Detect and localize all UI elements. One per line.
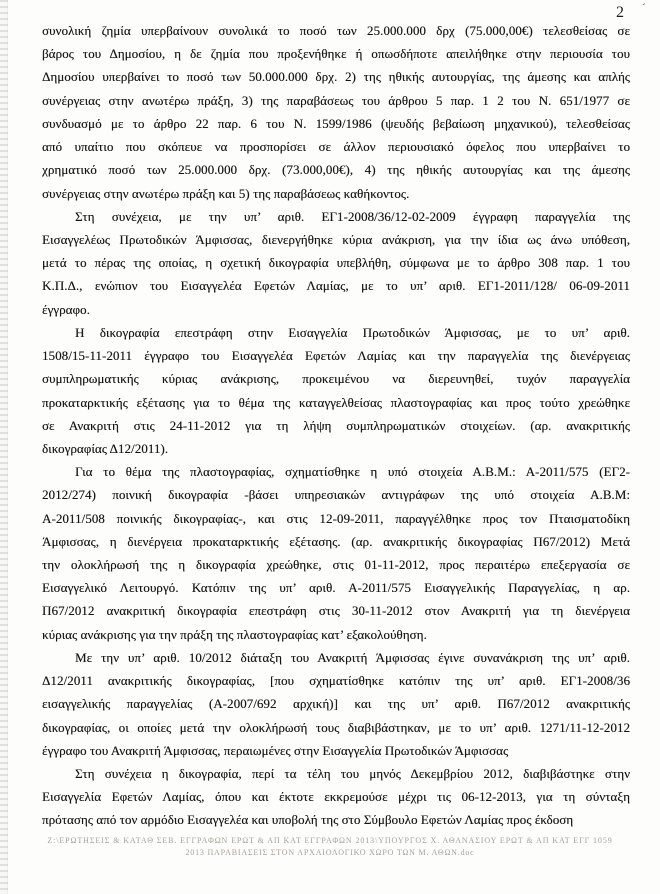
text-line: Κ.Π.Δ., ενώπιον του Εισαγγελέα Εφετών Λαμίας, με το υπ’ αριθ. ΕΓ1-2011/128/ 06-09-2011 bbox=[42, 278, 630, 294]
text-line: Δημοσίου υπερβαίνει το ποσό των 50.000.000 δρχ. 2) της ηθικής αυτουργίας, της άμεσης και απλής bbox=[42, 69, 630, 85]
text-line: προκαταρκτικής εξέτασης για το θέμα της καταγγελθείσας πλαστογραφίας και προς τούτο χρεώθηκε bbox=[42, 394, 630, 410]
text-line: σε Ανακριτή στις 24-11-2012 για τη λήψη συμπληρωματικών στοιχείων. (αρ. ανακριτικής bbox=[42, 417, 630, 433]
text-line: βάρος του Δημοσίου, η δε ζημία που προξενήθηκε ή οπωσδήποτε απειλήθηκε στην περιουσία του bbox=[42, 46, 630, 62]
text-line: 2012/274) ποινική δικογραφία -βάσει υπηρεσιακών αντιγράφων της υπό στοιχεία Α.Β.Μ: bbox=[42, 487, 630, 503]
document-body-text bbox=[42, 19, 630, 832]
page-number: 2 bbox=[616, 4, 624, 21]
text-line: δικογραφίας, οι οποίες μετά την ολοκλήρωσή τους διαβιβάστηκαν, με το υπ’ αριθ. 1271/11-12-2012 bbox=[42, 719, 630, 735]
text-line: Άμφισσας, η διενέργεια προκαταρκτικής εξέτασης. (αρ. ανακριτικής δικογραφίας Π67/2012) Μετά bbox=[42, 533, 630, 549]
text-line: χρηματικό ποσό των 25.000.000 δρχ. (73.000,00€), 4) της ηθικής αυτουργίας και της άμεσης bbox=[42, 162, 630, 178]
text-line: την ολοκλήρωσή της η δικογραφία χρεώθηκε, στις 01-11-2012, προς περαιτέρω επεξεργασία σε bbox=[42, 557, 630, 573]
text-line: συνέργειας στην ανωτέρω πράξη, 3) της παραβάσεως του άρθρου 5 παρ. 1 2 του Ν. 651/1977 σε bbox=[42, 92, 630, 108]
text-line: Α-2011/508 ποινικής δικογραφίας-, και στις 12-09-2011, παραγγέλθηκε προς τον Πταισματοδίκη bbox=[42, 510, 630, 526]
text-line: Εισαγγελία Εφετών Λαμίας, όπου και έκτοτε εκκρεμούσε μέχρι τις 06-12-2013, για τη σύνταξη bbox=[42, 789, 630, 805]
footer-line-1: Ζ:\ΕΡΩΤΗΣΕΙΣ & ΚΑΤΑΘ ΣΕΒ. ΕΓΓΡΑΦΩΝ ΕΡΩΤ & ΑΠ ΚΑΤ ΕΓΓΡΑΦΩΝ 2013\ΥΠΟΥΡΓΟΣ Χ. ΑΘΑΝΑΣΙΟΥ ΕΡΩΤ & ΑΠ ΚΑΤ ΕΓΓ 1059 bbox=[47, 836, 613, 845]
text-line: Στη συνέχεια, με την υπ’ αριθ. ΕΓ1-2008/36/12-02-2009 έγγραφη παραγγελία της bbox=[75, 208, 630, 224]
text-line: Εισαγγελικό Λειτουργό. Κατόπιν της υπ’ αριθ. Α-2011/575 Εισαγγελικής Παραγγελίας, η αρ. bbox=[42, 580, 630, 596]
text-line: συνολική ζημία υπερβαίνουν συνολικά το ποσό των 25.000.000 δρχ (75.000,00€) τελεσθείσας σε bbox=[42, 23, 630, 38]
text-line: Στη συνέχεια η δικογραφία, περί τα τέλη του μηνός Δεκεμβρίου 2012, διαβιβάστηκε στην bbox=[75, 766, 630, 781]
text-line: συνδυασμό με το άρθρο 22 παρ. 6 του Ν. 1599/1986 (ψευδής βεβαίωση μηχανικού), τελεσθείσας bbox=[42, 115, 630, 131]
text-line: έγγραφο του Ανακριτή Άμφισσας, περαιωμένες στην Εισαγγελία Πρωτοδικών Άμφισσας bbox=[42, 742, 509, 758]
document-footer-path bbox=[20, 834, 640, 859]
text-line: 1508/15-11-2011 έγγραφο του Εισαγγελέα Εφετών Λαμίας και την παραγγελία της διενέργειας bbox=[42, 348, 630, 364]
text-line: συμπληρωματικής κύριας ανάκρισης, προκειμένου να διερευνηθεί, τυχόν παραγγελία bbox=[42, 371, 630, 387]
text-line: μετά το πέρας της οποίας, η σχετική δικογραφία υπεβλήθη, σύμφωνα με το άρθρο 308 παρ. 1 του bbox=[42, 255, 630, 271]
text-line: δικογραφίας Δ12/2011). bbox=[42, 440, 169, 456]
text-line: συνέργειας στην ανωτέρω πράξη και 5) της παραβάσεως καθήκοντος. bbox=[42, 185, 410, 201]
text-line: Η δικογραφία επεστράφη στην Εισαγγελία Πρωτοδικών Άμφισσας, με το υπ’ αριθ. bbox=[75, 324, 630, 340]
scan-artifact-left-edge bbox=[0, 0, 8, 894]
text-line: Π67/2012 ανακριτική δικογραφία επεστράφη στις 30-11-2012 στον Ανακριτή για τη διενέργεια bbox=[42, 603, 630, 619]
text-line: έγγραφο. bbox=[42, 301, 90, 317]
text-line: από υπαίτιο που σκόπευε να προσπορίσει σε άλλον περιουσιακό όφελος που υπερβαίνει το bbox=[42, 139, 630, 155]
corner-tick-mark: ˊ bbox=[639, 1, 647, 15]
text-line: εισαγγελικής παραγγελίας (Α-2007/692 αρχική)] και της υπ’ αριθ. Π67/2012 ανακριτικής bbox=[42, 696, 630, 712]
footer-line-2: 2013 ΠΑΡΑΒΙΑΣΕΙΣ ΣΤΟΝ ΑΡΧΑΙΟΛΟΓΙΚΟ ΧΩΡΟ ΤΩΝ Μ. ΑΘΩΝ.doc bbox=[185, 848, 475, 857]
text-line: πρότασης από τον αρμόδιο Εισαγγελέα και υποβολή της στο Σύμβουλο Εφετών Λαμίας προς έκδοση bbox=[42, 812, 574, 828]
text-line: Με την υπ’ αριθ. 10/2012 διάταξη του Ανακριτή Άμφισσας έγινε συνανάκριση της υπ’ αριθ. bbox=[75, 649, 630, 665]
text-line: Για το θέμα της πλαστογραφίας, σχηματίσθηκε η υπό στοιχεία Α.Β.Μ.: Α-2011/575 (ΕΓ2- bbox=[75, 464, 630, 480]
text-line: κύριας ανάκρισης για την πράξη της πλαστογραφίας κατ’ εξακολούθηση. bbox=[42, 626, 427, 642]
text-line: Δ12/2011 ανακριτικής δικογραφίας, [που σχηματίσθηκε κατόπιν της υπ’ αριθ. ΕΓ1-2008/36 bbox=[42, 673, 630, 689]
text-line: Εισαγγελέως Πρωτοδικών Άμφισσας, διενεργήθηκε κύρια ανάκριση, για την ίδια ως άνω υπόθεση, bbox=[42, 231, 630, 247]
